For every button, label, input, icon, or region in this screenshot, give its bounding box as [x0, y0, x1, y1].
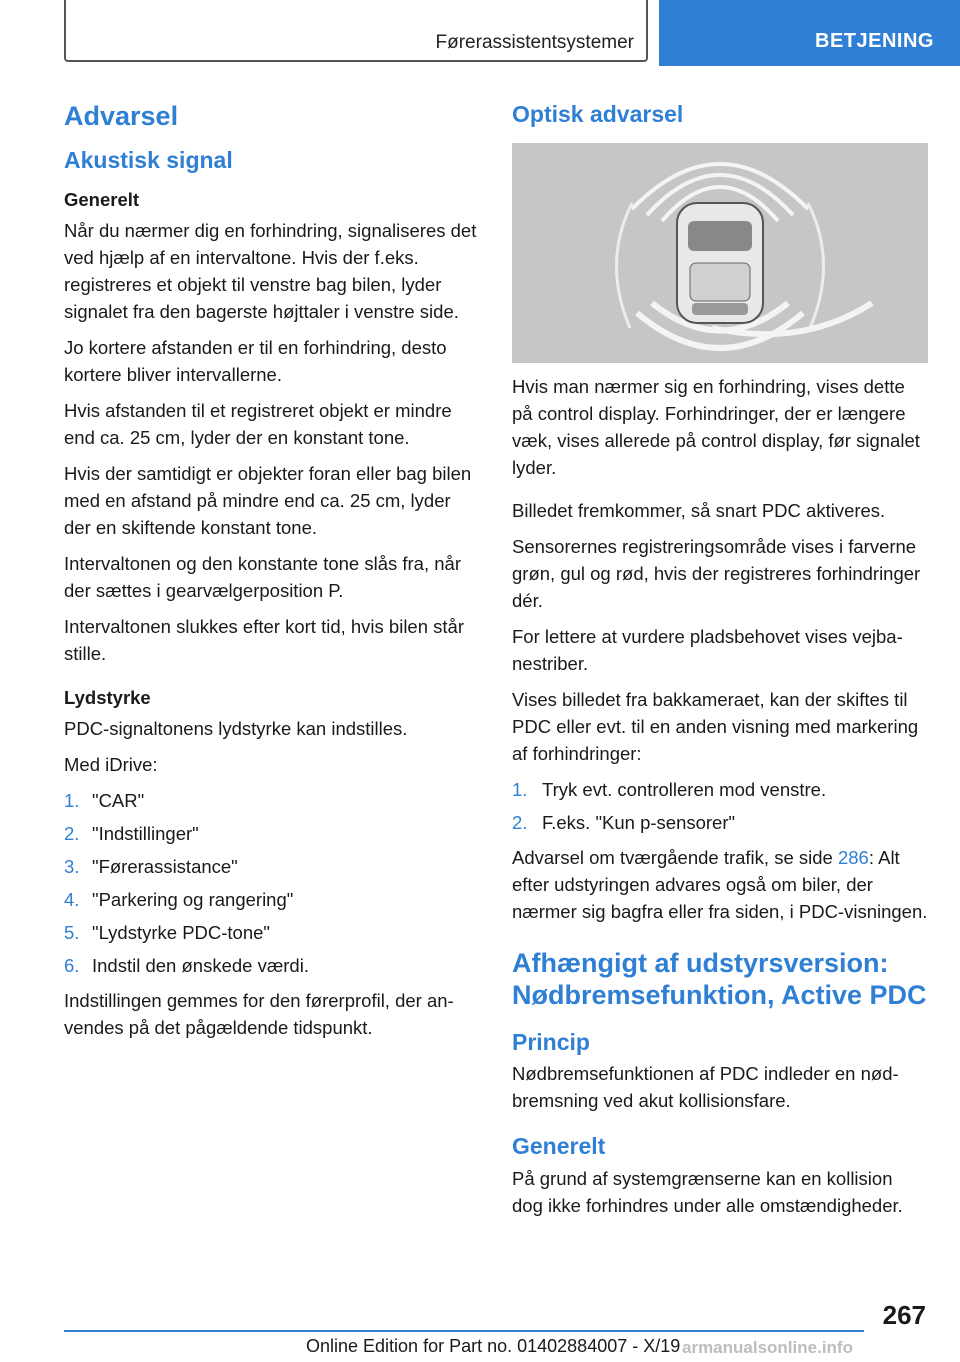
page-reference-link[interactable]: 286	[837, 846, 869, 868]
paragraph: Indstillingen gemmes for den førerprofil, der anvendes på det pågældende tidspunkt.	[64, 990, 454, 1039]
paragraph: Intervaltonen og den konstante tone slås fra, når der sættes i gearvælgerposition P.	[64, 553, 461, 602]
list-item	[64, 952, 480, 979]
heading-akustisk-signal: Akustisk signal	[64, 147, 233, 174]
paragraph: Når du nærmer dig en forhindring, signaliseres det ved hjælp af en intervaltone. Hvis der f.eks. registreres et objekt til venstre bag bilen, lyder signalet fra den bagerste højttaler i venstre side.	[64, 220, 477, 323]
edition-line: Online Edition for Part no. 01402884007 - X/19	[306, 1336, 681, 1356]
list-number: 6.	[64, 955, 80, 977]
page-number: 267	[882, 1300, 926, 1330]
paragraph: Hvis man nærmer sig en forhindring, vises dette på control display. Forhindringer, der er længere væk, vises allerede på control display, før signalet lyder.	[512, 375, 920, 478]
heading-generelt: Generelt	[512, 1133, 606, 1160]
watermark: armanualsonline.info	[682, 1338, 853, 1357]
list-number: 2.	[64, 823, 80, 845]
header-section-title: Førerassistentsystemer	[435, 32, 634, 53]
list-text: "Parkering og rangering"	[92, 889, 294, 911]
paragraph: Billedet fremkommer, så snart PDC aktiveres.	[512, 499, 886, 521]
subheading-lydstyrke: Lydstyrke	[64, 687, 151, 709]
paragraph: For lettere at vurdere pladsbehovet vises vejbanestriber.	[512, 625, 903, 674]
list-number: 3.	[64, 856, 80, 878]
paragraph-text: : Alt efter udstyringen advares også om biler, der nærmer sig bagfra eller fra siden, i PDC-visningen.	[512, 846, 928, 922]
list-text: F.eks. "Kun p-sensorer"	[542, 811, 736, 833]
header-chapter-tab: BETJENING	[659, 0, 960, 66]
list-item	[64, 886, 480, 913]
list-number: 1.	[512, 778, 528, 800]
list-item	[512, 776, 928, 803]
subheading-generelt: Generelt	[64, 189, 140, 211]
paragraph: Sensorernes registreringsområde vises i farverne grøn, gul og rød, hvis der registreres forhindringer dér.	[512, 535, 921, 611]
heading-advarsel: Advarsel	[64, 101, 179, 131]
heading-optisk-advarsel: Optisk advarsel	[512, 101, 684, 127]
list-text: Indstil den ønskede værdi.	[92, 955, 309, 977]
paragraph: Hvis der samtidigt er objekter foran eller bag bilen med en afstand på mindre end ca. 25 cm, lyder der en skiftende konstant tone.	[64, 463, 472, 539]
list-number: 2.	[512, 811, 528, 833]
list-item	[512, 809, 928, 836]
list-text: "CAR"	[92, 790, 145, 812]
heading-active-pdc: Afhængigt af udstyrsversion: Nødbremsefunktion, Active PDC	[512, 947, 927, 1011]
list-item	[64, 919, 480, 946]
list-item	[64, 787, 480, 814]
list-text: "Lydstyrke PDC-tone"	[92, 922, 270, 944]
footer-rule	[64, 1330, 864, 1332]
paragraph: Nødbremsefunktionen af PDC indleder en nødbremsning ved akut kollisionsfare.	[512, 1063, 899, 1112]
paragraph: PDC-signaltonens lydstyrke kan indstilles.	[64, 718, 408, 740]
paragraph: På grund af systemgrænserne kan en kollision dog ikke forhindres under alle omstændigheder.	[512, 1168, 903, 1217]
right-column	[512, 100, 928, 1228]
paragraph: Vises billedet fra bakkameraet, kan der skiftes til PDC eller evt. til en anden visning med markering af forhindringer:	[512, 688, 919, 764]
paragraph: Hvis afstanden til et registreret objekt er mindre end ca. 25 cm, lyder der en konstant tone.	[64, 400, 452, 449]
pdc-view-steps-list	[512, 776, 928, 836]
left-column	[64, 100, 480, 1050]
idrive-steps-list	[64, 787, 480, 979]
list-text: "Indstillinger"	[92, 823, 199, 845]
list-number: 1.	[64, 790, 80, 812]
paragraph: Jo kortere afstanden er til en forhindring, desto kortere bliver intervallerne.	[64, 337, 447, 386]
paragraph: Med iDrive:	[64, 754, 158, 776]
paragraph-text: Advarsel om tværgående trafik, se side	[512, 846, 838, 868]
list-item	[64, 820, 480, 847]
paragraph: Intervaltonen slukkes efter kort tid, hvis bilen står stille.	[64, 616, 464, 665]
paragraph-cross-traffic	[512, 844, 928, 925]
list-number: 4.	[64, 889, 80, 911]
pdc-display-illustration	[512, 143, 928, 363]
list-item	[64, 853, 480, 880]
list-number: 5.	[64, 922, 80, 944]
list-text: "Førerassistance"	[92, 856, 238, 878]
list-text: Tryk evt. controlleren mod venstre.	[542, 778, 827, 800]
heading-princip: Princip	[512, 1028, 590, 1055]
